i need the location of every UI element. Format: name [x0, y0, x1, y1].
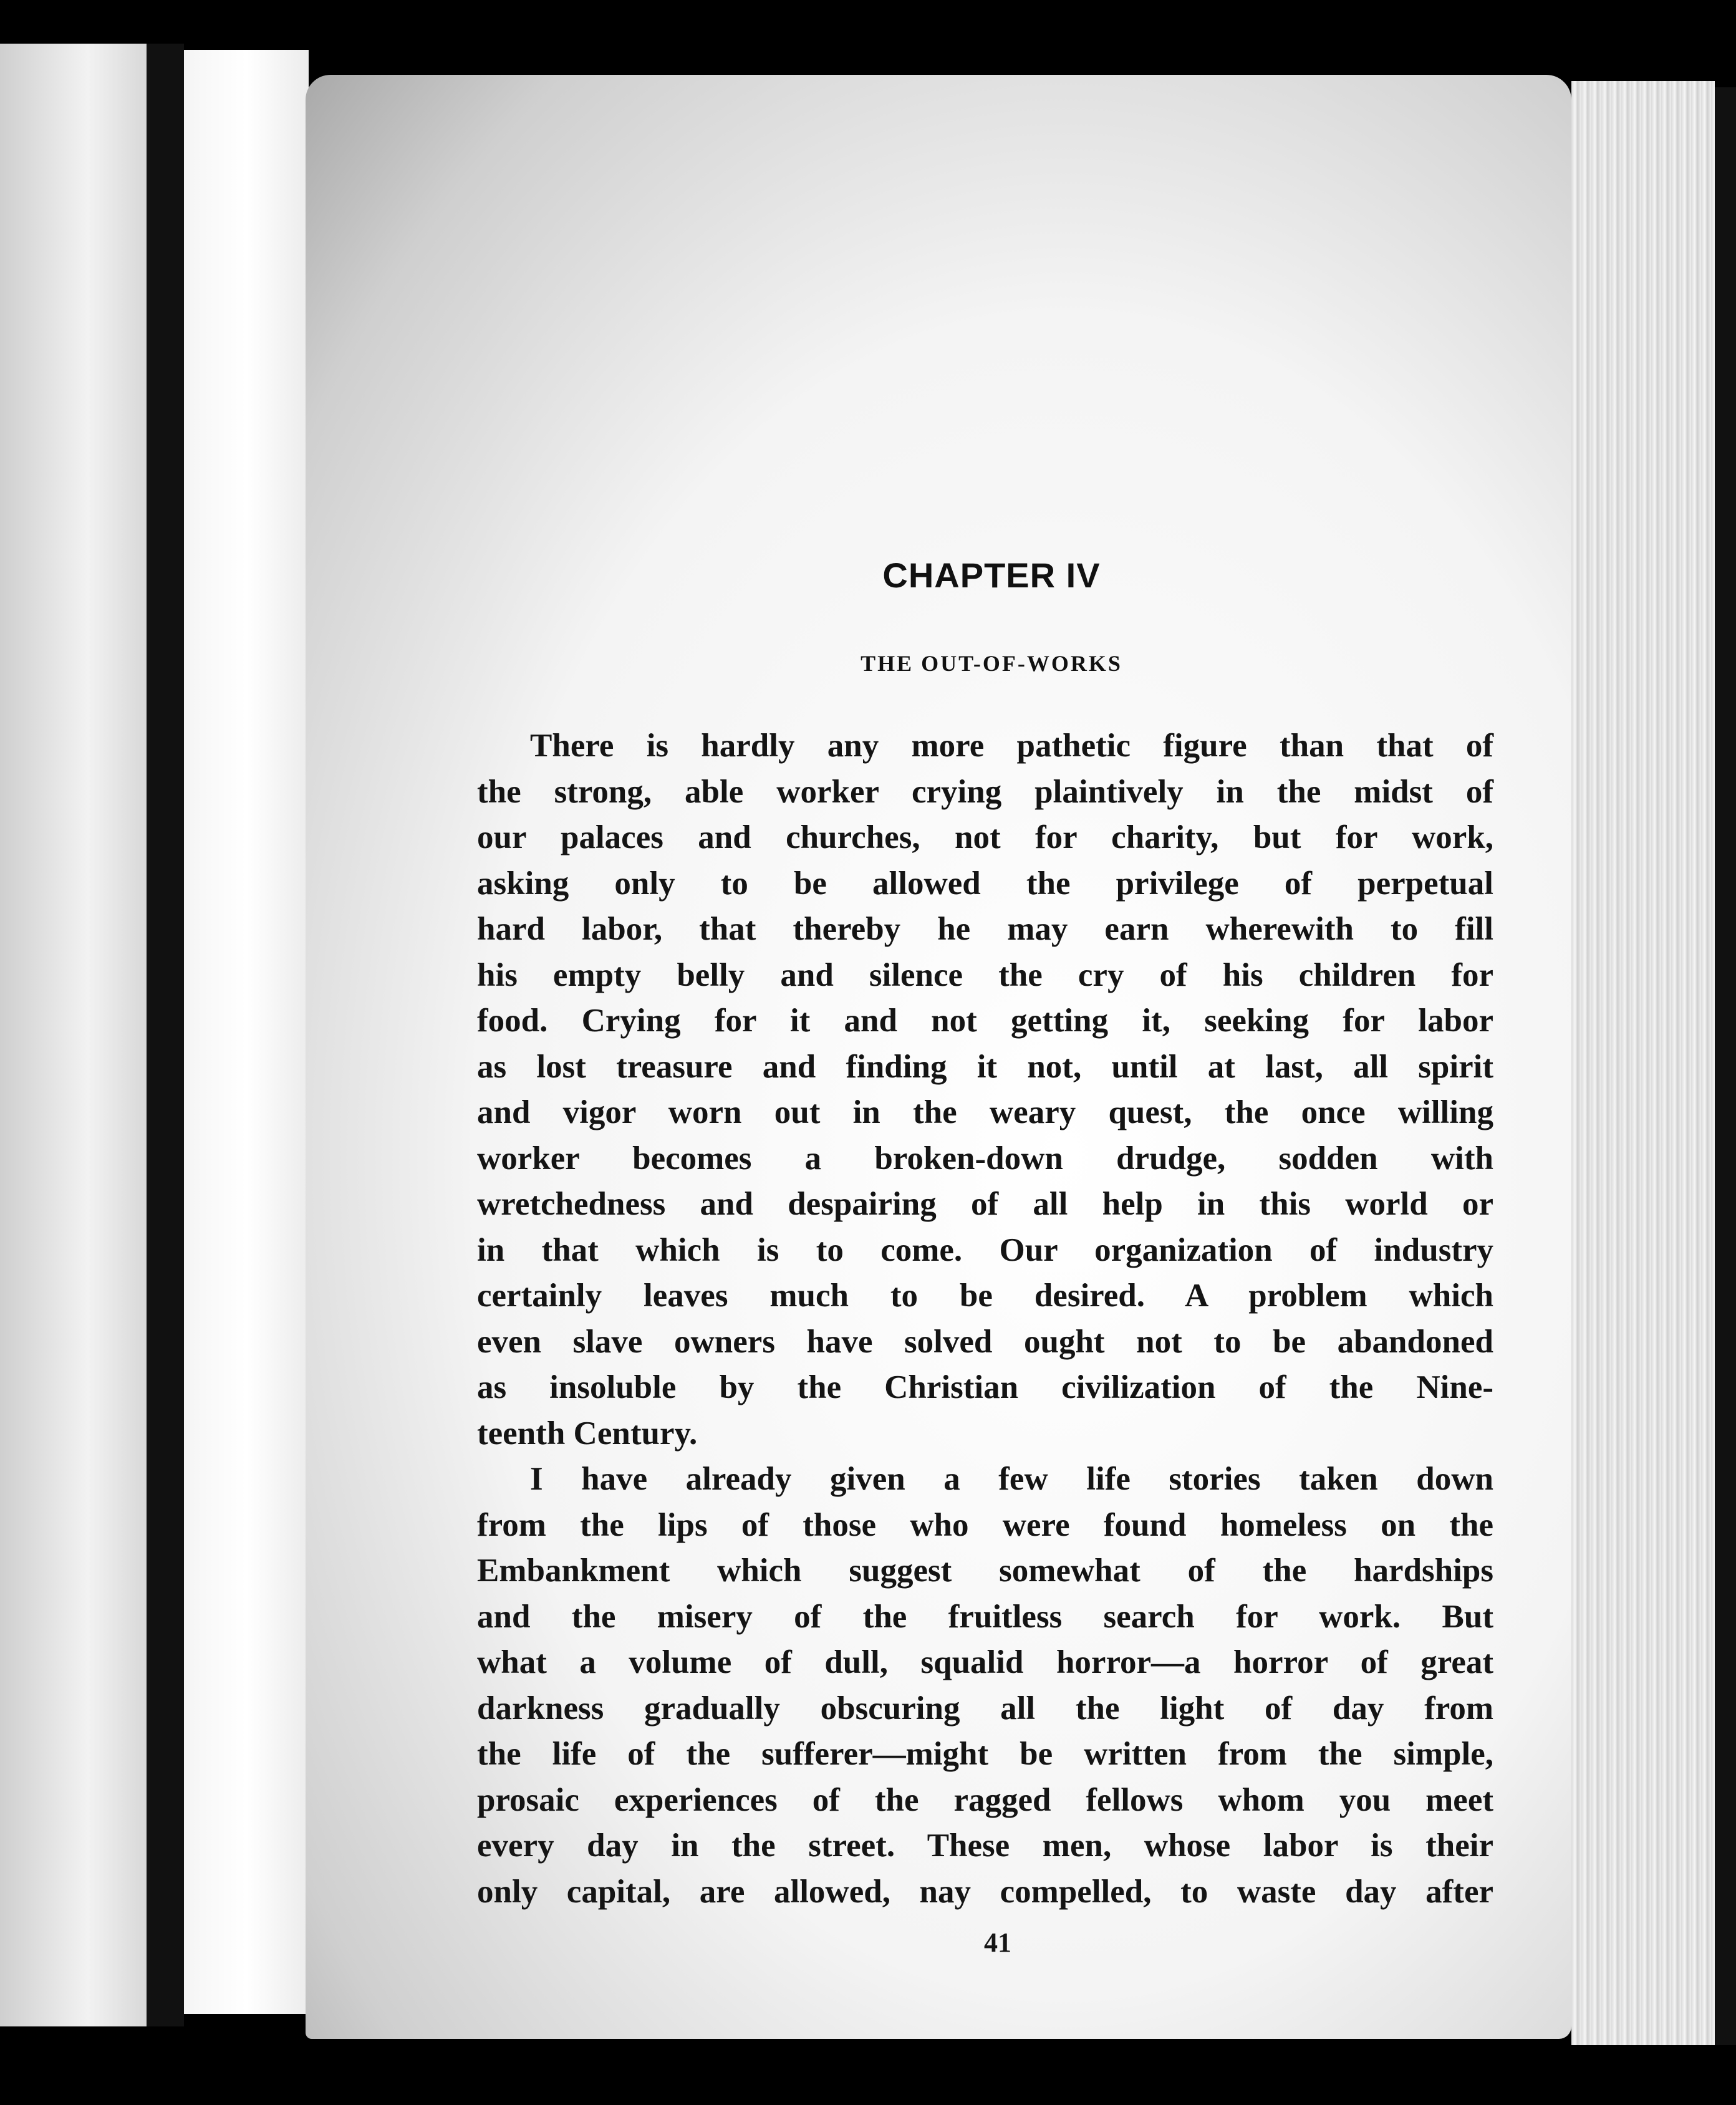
text-line: our palaces and churches, not for charity, but for work,	[477, 819, 1493, 855]
text-line: as lost treasure and finding it not, until at last, all spirit	[477, 1048, 1493, 1085]
chapter-title: CHAPTER IV	[882, 556, 1101, 595]
text-line: even slave owners have solved ought not to be abandoned	[477, 1323, 1493, 1360]
text-line: teenth Century.	[477, 1415, 698, 1452]
text-line: I have already given a few life stories taken down	[530, 1461, 1493, 1497]
text-line: the strong, able worker crying plaintively in the midst of	[477, 773, 1493, 810]
text-line: darkness gradually obscuring all the light of day from	[477, 1690, 1493, 1727]
text-line: and the misery of the fruitless search for work. But	[477, 1598, 1493, 1635]
text-line: food. Crying for it and not getting it, seeking for labor	[477, 1003, 1493, 1039]
book-cover-edge	[1715, 87, 1736, 2045]
text-line: worker becomes a broken-down drudge, sodden with	[477, 1140, 1493, 1177]
text-line: only capital, are allowed, nay compelled, to waste day after	[477, 1873, 1493, 1910]
text-line: his empty belly and silence the cry of his children for	[477, 956, 1493, 993]
page-number: 41	[984, 1927, 1011, 1958]
page-edge-strip	[184, 50, 309, 2014]
text-line: There is hardly any more pathetic figure than that of	[530, 728, 1493, 764]
text-line: as insoluble by the Christian civilization of the Nine-	[477, 1369, 1493, 1405]
text-line: certainly leaves much to be desired. A problem which	[477, 1278, 1493, 1314]
text-line: the life of the sufferer—might be written from the simple,	[477, 1736, 1493, 1772]
text-line: every day in the street. These men, whose labor is their	[477, 1828, 1493, 1864]
text-line: what a volume of dull, squalid horror—a horror of great	[477, 1644, 1493, 1680]
text-line: and vigor worn out in the weary quest, the once willing	[477, 1094, 1493, 1130]
text-line: wretchedness and despairing of all help in this world or	[477, 1186, 1493, 1222]
paragraph-1	[477, 723, 1493, 1457]
page-stack-edge	[1571, 81, 1715, 2045]
text-line: Embankment which suggest somewhat of the hardships	[477, 1553, 1493, 1589]
paragraph-2	[477, 1457, 1493, 1915]
text-line: prosaic experiences of the ragged fellows whom you meet	[477, 1781, 1493, 1818]
body-text	[477, 723, 1493, 1915]
left-page-edge	[0, 44, 147, 2026]
text-line: hard labor, that thereby he may earn wherewith to fill	[477, 911, 1493, 947]
book-gutter	[147, 44, 184, 2026]
chapter-subtitle: THE OUT-OF-WORKS	[861, 651, 1122, 676]
text-line: from the lips of those who were found homeless on the	[477, 1506, 1493, 1543]
text-line: asking only to be allowed the privilege of perpetual	[477, 865, 1493, 902]
text-line: in that which is to come. Our organization of industry	[477, 1231, 1493, 1268]
